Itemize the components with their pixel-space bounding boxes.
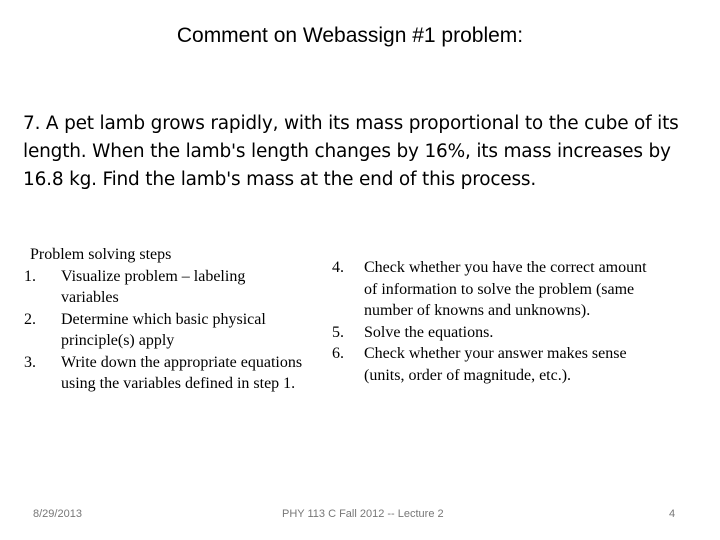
- step-text: Solve the equations.: [364, 323, 494, 341]
- step-item: [24, 352, 304, 395]
- step-text: Determine which basic physical principle(s) apply: [61, 310, 266, 349]
- step-item: [332, 322, 662, 344]
- step-number: 4.: [332, 259, 344, 276]
- steps-right-column: [332, 257, 662, 386]
- step-item: [332, 343, 662, 386]
- steps-heading: Problem solving steps: [30, 246, 172, 263]
- footer-course: PHY 113 C Fall 2012 -- Lecture 2: [282, 508, 444, 520]
- step-number: 2.: [24, 310, 36, 328]
- steps-left-column: [24, 244, 304, 395]
- step-text: Visualize problem – labeling variables: [61, 267, 246, 306]
- step-item: [24, 266, 304, 309]
- step-number: 3.: [24, 353, 36, 371]
- footer-date: 8/29/2013: [33, 508, 82, 520]
- step-number: 5.: [332, 323, 344, 341]
- footer-page-number: 4: [669, 508, 676, 520]
- step-text: Write down the appropriate equations using the variables defined in step 1.: [61, 353, 303, 392]
- step-item: [24, 309, 304, 352]
- slide-title: Comment on Webassign #1 problem:: [176, 24, 524, 47]
- step-text: Check whether your answer makes sense (units, order of magnitude, etc.).: [364, 345, 627, 384]
- steps-list-right: [332, 257, 662, 386]
- step-number: 6.: [332, 345, 344, 362]
- problem-statement: 7. A pet lamb grows rapidly, with its mass proportional to the cube of its length. When the lamb's length changes by 16%, its mass increases by 16.8 kg. Find the lamb's mass at the end of this process.: [23, 113, 679, 190]
- step-text: Check whether you have the correct amount of information to solve the problem (same number of knowns and unknowns).: [364, 259, 647, 319]
- step-item: [332, 257, 662, 322]
- step-number: 1.: [24, 267, 36, 285]
- steps-list-left: [24, 266, 304, 395]
